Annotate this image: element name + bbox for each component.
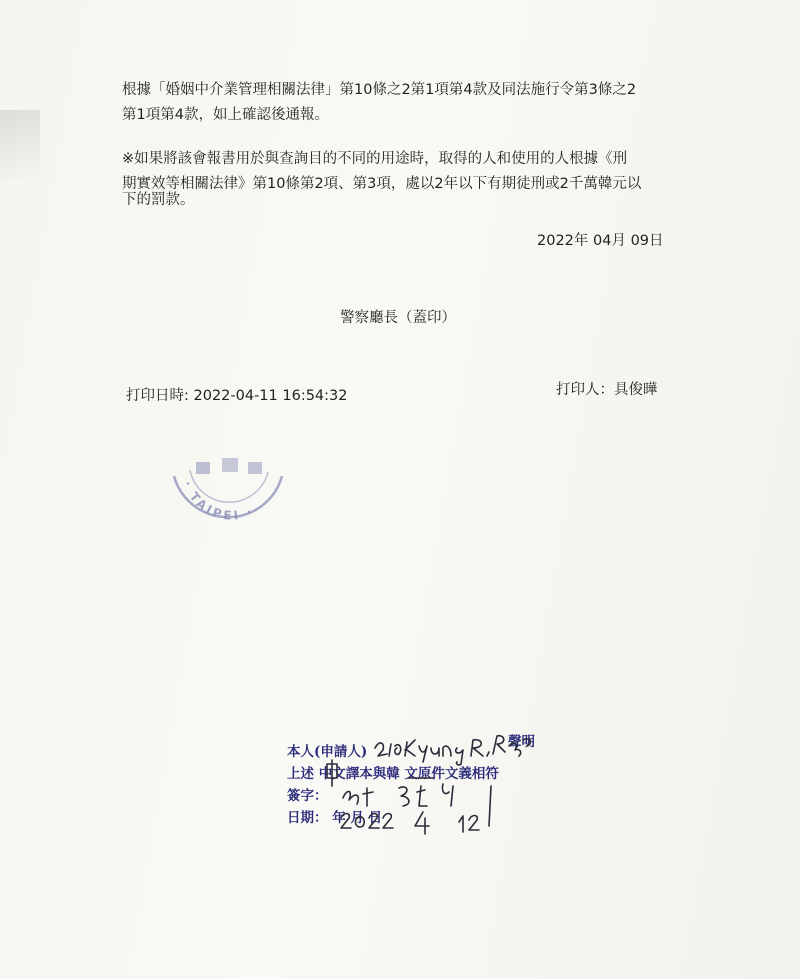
paragraph-1-line-2: 第1項第4款，如上確認後通報。 <box>122 107 329 123</box>
handwritten-signature-icon <box>283 726 543 836</box>
stamp-signature-label: 簽字： <box>287 788 328 804</box>
svg-text:· TAIPEI ·: · TAIPEI · <box>180 479 257 523</box>
paragraph-2-line-1: ※如果將該會報書用於與查詢目的不同的用途時，取得的人和使用的人根據《刑 <box>122 151 628 167</box>
stamp-applicant-label: 本人(申請人) <box>287 744 368 760</box>
page-fold-shadow <box>0 110 40 180</box>
official-seal-icon <box>168 446 286 528</box>
paragraph-2-line-2: 期實效等相關法律》第10條第2項、第3項，處以2年以下有期徒刑或2千萬韓元以 <box>122 176 642 192</box>
paragraph-1-line-1: 根據「婚姻中介業管理相關法律」第10條之2第1項第4款及同法施行令第3條之2 <box>122 82 637 98</box>
print-time: 打印日時: 2022-04-11 16:54:32 <box>126 388 348 404</box>
stamp-declare-label: 聲明 <box>508 734 535 750</box>
issue-date: 2022年 04月 09日 <box>537 233 664 249</box>
issuer-title: 警察廳長（蓋印） <box>340 310 456 326</box>
translation-certification-stamp <box>283 726 543 836</box>
stamp-date-label: 日期： 年 月 日 <box>287 810 383 826</box>
printer-name: 打印人：具俊曄 <box>556 382 658 398</box>
paragraph-2-line-3: 下的罰款。 <box>122 192 195 208</box>
stamp-translation-statement: 上述 中文譯本與韓 文原件文義相符 <box>287 766 499 782</box>
